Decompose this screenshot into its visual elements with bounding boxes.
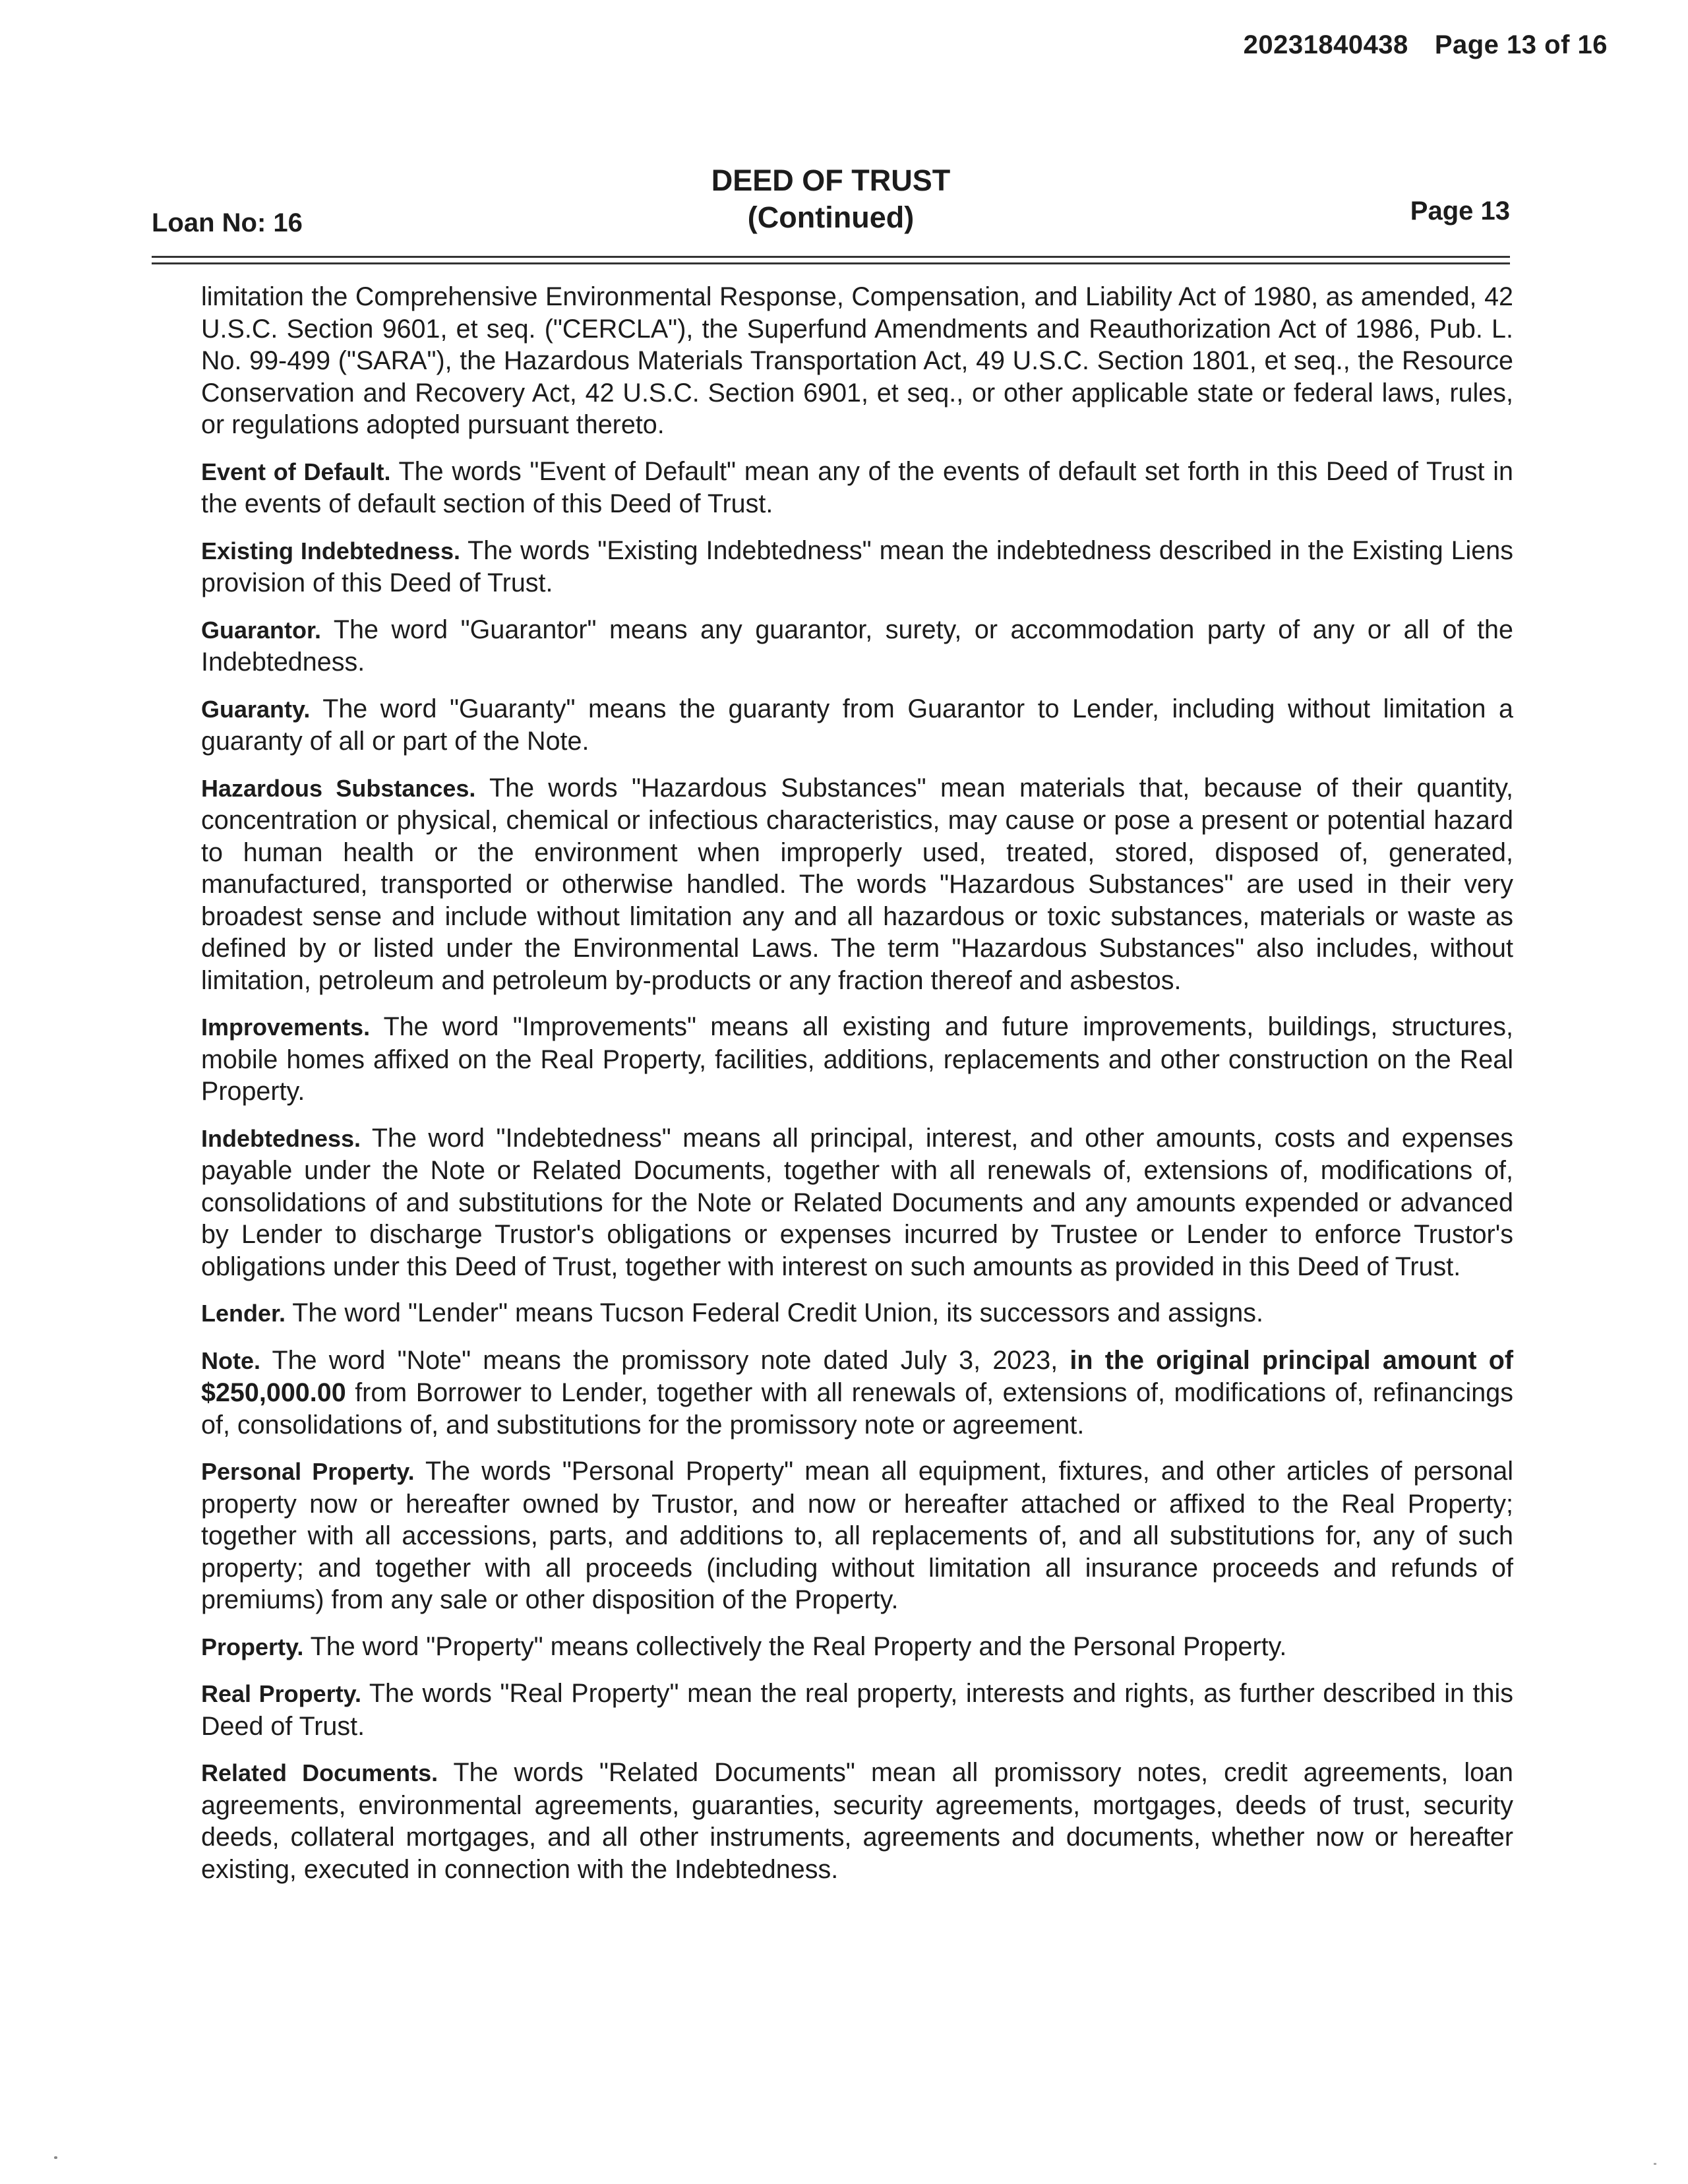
document-title-block (152, 162, 1510, 236)
principal-amount-text: in the original principal amount of $250,000.00 (201, 1345, 1513, 1407)
definition-real-property (201, 1678, 1513, 1742)
definition-existing-indebtedness (201, 535, 1513, 599)
term-label: Existing Indebtedness. (201, 537, 460, 564)
definition-lender (201, 1297, 1513, 1330)
definition-text: The words "Real Property" mean the real property, interests and rights, as further described in this Deed of Trust. (201, 1679, 1513, 1741)
definition-text: The word "Property" means collectively the Real Property and the Personal Property. (303, 1631, 1287, 1661)
document-subtitle: (Continued) (747, 200, 915, 234)
document-header (152, 162, 1510, 241)
definition-text: The word "Improvements" means all existing and future improvements, buildings, structures, mobile homes affixed on the Real Property, facilities, additions, replacements and other construction on the Real Property. (201, 1012, 1513, 1106)
term-label: Note. (201, 1347, 260, 1374)
definition-property (201, 1631, 1513, 1664)
term-label: Lender. (201, 1300, 286, 1327)
definition-text: The words "Event of Default" mean any of the events of default set forth in this Deed of Trust in the events of default section of this Deed of Trust. (201, 456, 1513, 518)
term-label: Real Property. (201, 1680, 362, 1707)
paragraph-environmental-laws-continued: limitation the Comprehensive Environmental Response, Compensation, and Liability Act of 1980, as amended, 42 U.S.C. Section 9601, et seq. ("CERCLA"), the Superfund Amendments and Reauthorization Act of 1986, Pub. L. No. 99-499 ("SARA"), the Hazardous Materials Transportation Act, 49 U.S.C. Section 1801, et seq., the Resource Conservation and Recovery Act, 42 U.S.C. Section 6901, et seq., or other applicable state or federal laws, rules, or regulations adopted pursuant thereto. (201, 282, 1513, 439)
term-label: Hazardous Substances. (201, 774, 476, 802)
definition-text: The words "Related Documents" mean all promissory notes, credit agreements, loan agreements, environmental agreements, guaranties, security agreements, mortgages, deeds of trust, security deeds, collateral mortgages, and all other instruments, agreements and documents, whether now or hereafter existing, executed in connection with the Indebtedness. (201, 1758, 1514, 1884)
definition-event-of-default (201, 456, 1513, 520)
definition-indebtedness (201, 1122, 1513, 1283)
term-label: Related Documents. (201, 1759, 438, 1786)
term-label: Improvements. (201, 1014, 371, 1041)
scan-artifact (54, 2156, 57, 2159)
scan-artifact (1654, 2163, 1656, 2165)
definition-text: The words "Hazardous Substances" mean materials that, because of their quantity, concentration or physical, chemical or infectious characteristics, may cause or pose a present or potential hazard to human health or the environment when improperly used, treated, stored, disposed of, generated, manufactured, transported or otherwise handled. The words "Hazardous Substances" are used in their very broadest sense and include without limitation any and all hazardous or toxic substances, materials or waste as defined by or listed under the Environmental Laws. The term "Hazardous Substances" also includes, without limitation, petroleum and petroleum by-products or any fraction thereof and asbestos. (201, 773, 1513, 995)
recording-page-count: Page 13 of 16 (1434, 30, 1608, 59)
definition-text: The words "Existing Indebtedness" mean the indebtedness described in the Existing Liens provision of this Deed of Trust. (201, 535, 1513, 597)
loan-number: Loan No: 16 (152, 208, 303, 237)
definition-text: The word "Guaranty" means the guaranty from Guarantor to Lender, including without limitation a guaranty of all or part of the Note. (201, 694, 1513, 756)
definition-related-documents (201, 1757, 1513, 1885)
recording-stamp (1244, 30, 1608, 60)
term-label: Event of Default. (201, 458, 391, 485)
definition-guarantor (201, 614, 1513, 679)
definition-text-continued: from Borrower to Lender, together with all renewals of, extensions of, modifications of, refinancings of, consolidations of, and substitutions for the promissory note or agreement. (201, 1378, 1513, 1440)
definition-improvements (201, 1011, 1513, 1108)
page-number: Page 13 (1410, 197, 1510, 226)
definition-text: The word "Guarantor" means any guarantor, surety, or accommodation party of any or all of the Indebtedness. (201, 615, 1513, 677)
definition-text: The word "Indebtedness" means all principal, interest, and other amounts, costs and expenses payable under the Note or Related Documents, together with all renewals of, extensions of, modifications of, consolidations of and substitutions for the Note or Related Documents and any amounts expended or advanced by Lender to discharge Trustor's obligations or expenses incurred by Trustee or Lender to enforce Trustor's obligations under this Deed of Trust, together with interest on such amounts as provided in this Deed of Trust. (201, 1123, 1513, 1281)
definition-text: The word "Lender" means Tucson Federal Credit Union, its successors and assigns. (286, 1298, 1263, 1327)
document-body (201, 281, 1513, 1900)
definition-guaranty (201, 693, 1513, 758)
definition-text: The words "Personal Property" mean all equipment, fixtures, and other articles of personal property now or hereafter owned by Trustor, and now or hereafter attached or affixed to the Real Property; together with all accessions, parts, and additions to, all replacements of, and all substitutions for, any of such property; and together with all proceeds (including without limitation all insurance proceeds and refunds of premiums) from any sale or other disposition of the Property. (201, 1457, 1514, 1614)
header-rule-bottom (152, 262, 1510, 264)
term-label: Guarantor. (201, 616, 322, 644)
definition-personal-property (201, 1455, 1513, 1616)
term-label: Personal Property. (201, 1458, 415, 1485)
term-label: Property. (201, 1633, 304, 1660)
term-label: Guaranty. (201, 695, 311, 723)
recording-number: 20231840438 (1243, 30, 1408, 59)
document-title: DEED OF TRUST (711, 164, 951, 197)
definition-text: The word "Note" means the promissory note dated July 3, 2023, (260, 1345, 1070, 1375)
definition-hazardous-substances (201, 772, 1513, 997)
header-rule-top (152, 256, 1510, 258)
definition-note (201, 1345, 1513, 1441)
term-label: Indebtedness. (201, 1124, 361, 1152)
